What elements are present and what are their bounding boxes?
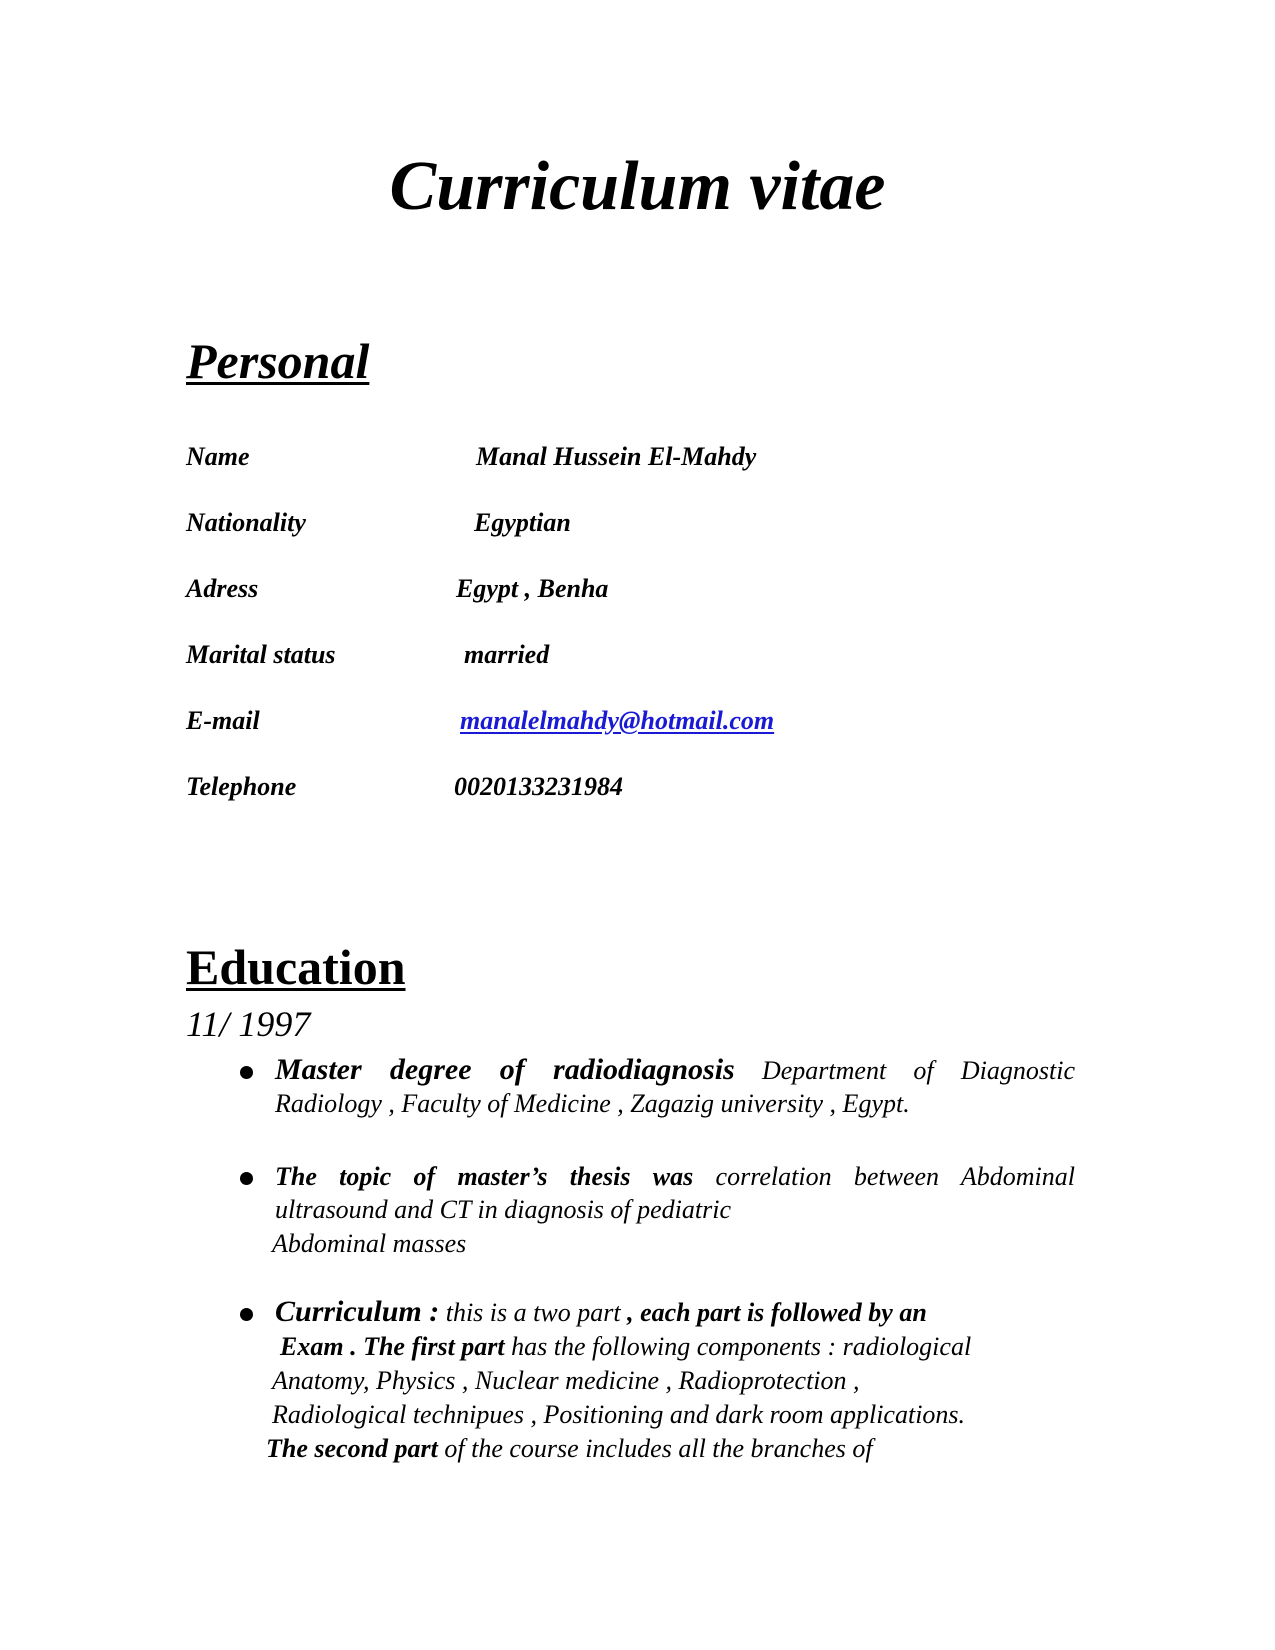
edu-item-3-text-2: has the following components : radiological [504, 1332, 972, 1361]
bullet-icon [240, 1066, 253, 1079]
edu-item-1-bold: Master degree of radiodiagnosis [275, 1053, 735, 1086]
edu-item-3-line-2 [280, 1330, 971, 1364]
edu-item-1-text: Department of Diagnostic [761, 1056, 1076, 1085]
edu-item-1-line-1 [275, 1053, 1075, 1088]
field-value: married [464, 640, 550, 669]
edu-item-2-bold: The topic of master’s thesis was [275, 1162, 694, 1191]
field-value: Egyptian [474, 508, 571, 537]
edu-item-3-bold-3: Exam . The first part [280, 1332, 505, 1361]
edu-item-2-text: correlation between Abdominal [715, 1162, 1075, 1191]
field-label: Name [186, 442, 250, 471]
edu-item-3-text-1: this is a two part [439, 1298, 621, 1327]
edu-item-3-line-3: Anatomy, Physics , Nuclear medicine , Radioprotection , [272, 1366, 860, 1395]
edu-item-3-text-3: of the course includes all the branches of [437, 1434, 873, 1463]
bullet-icon [240, 1172, 253, 1185]
edu-item-2-line-3: Abdominal masses [272, 1229, 467, 1258]
personal-heading: Personal [186, 333, 370, 389]
edu-item-3-line-4: Radiological technipues , Positioning and dark room applications. [272, 1400, 966, 1429]
field-label: Marital status [186, 640, 336, 669]
bullet-icon [240, 1308, 253, 1321]
edu-item-3-line-1 [275, 1295, 927, 1330]
email-link[interactable]: manalelmahdy@hotmail.com [460, 706, 775, 735]
edu-item-3-line-5 [266, 1432, 873, 1466]
education-date: 11/ 1997 [186, 1004, 311, 1044]
education-heading: Education [186, 939, 406, 995]
field-label: Telephone [186, 772, 297, 801]
edu-item-3-bold-2: , each part is followed by an [620, 1298, 927, 1327]
document-title: Curriculum vitae [389, 148, 886, 225]
field-value: 0020133231984 [454, 772, 623, 801]
field-value: Egypt , Benha [456, 574, 609, 603]
field-label: Adress [186, 574, 259, 603]
edu-item-1-line-2: Radiology , Faculty of Medicine , Zagazig university , Egypt. [275, 1089, 910, 1118]
edu-item-3-bold-1: Curriculum : [275, 1295, 440, 1328]
field-value: Manal Hussein El-Mahdy [476, 442, 757, 471]
field-label: E-mail [186, 706, 260, 735]
edu-item-2-line-2: ultrasound and CT in diagnosis of pediatric [275, 1195, 732, 1224]
edu-item-2-line-1 [275, 1160, 1075, 1194]
edu-item-3-bold-4: The second part [266, 1434, 438, 1463]
field-label: Nationality [186, 508, 306, 537]
